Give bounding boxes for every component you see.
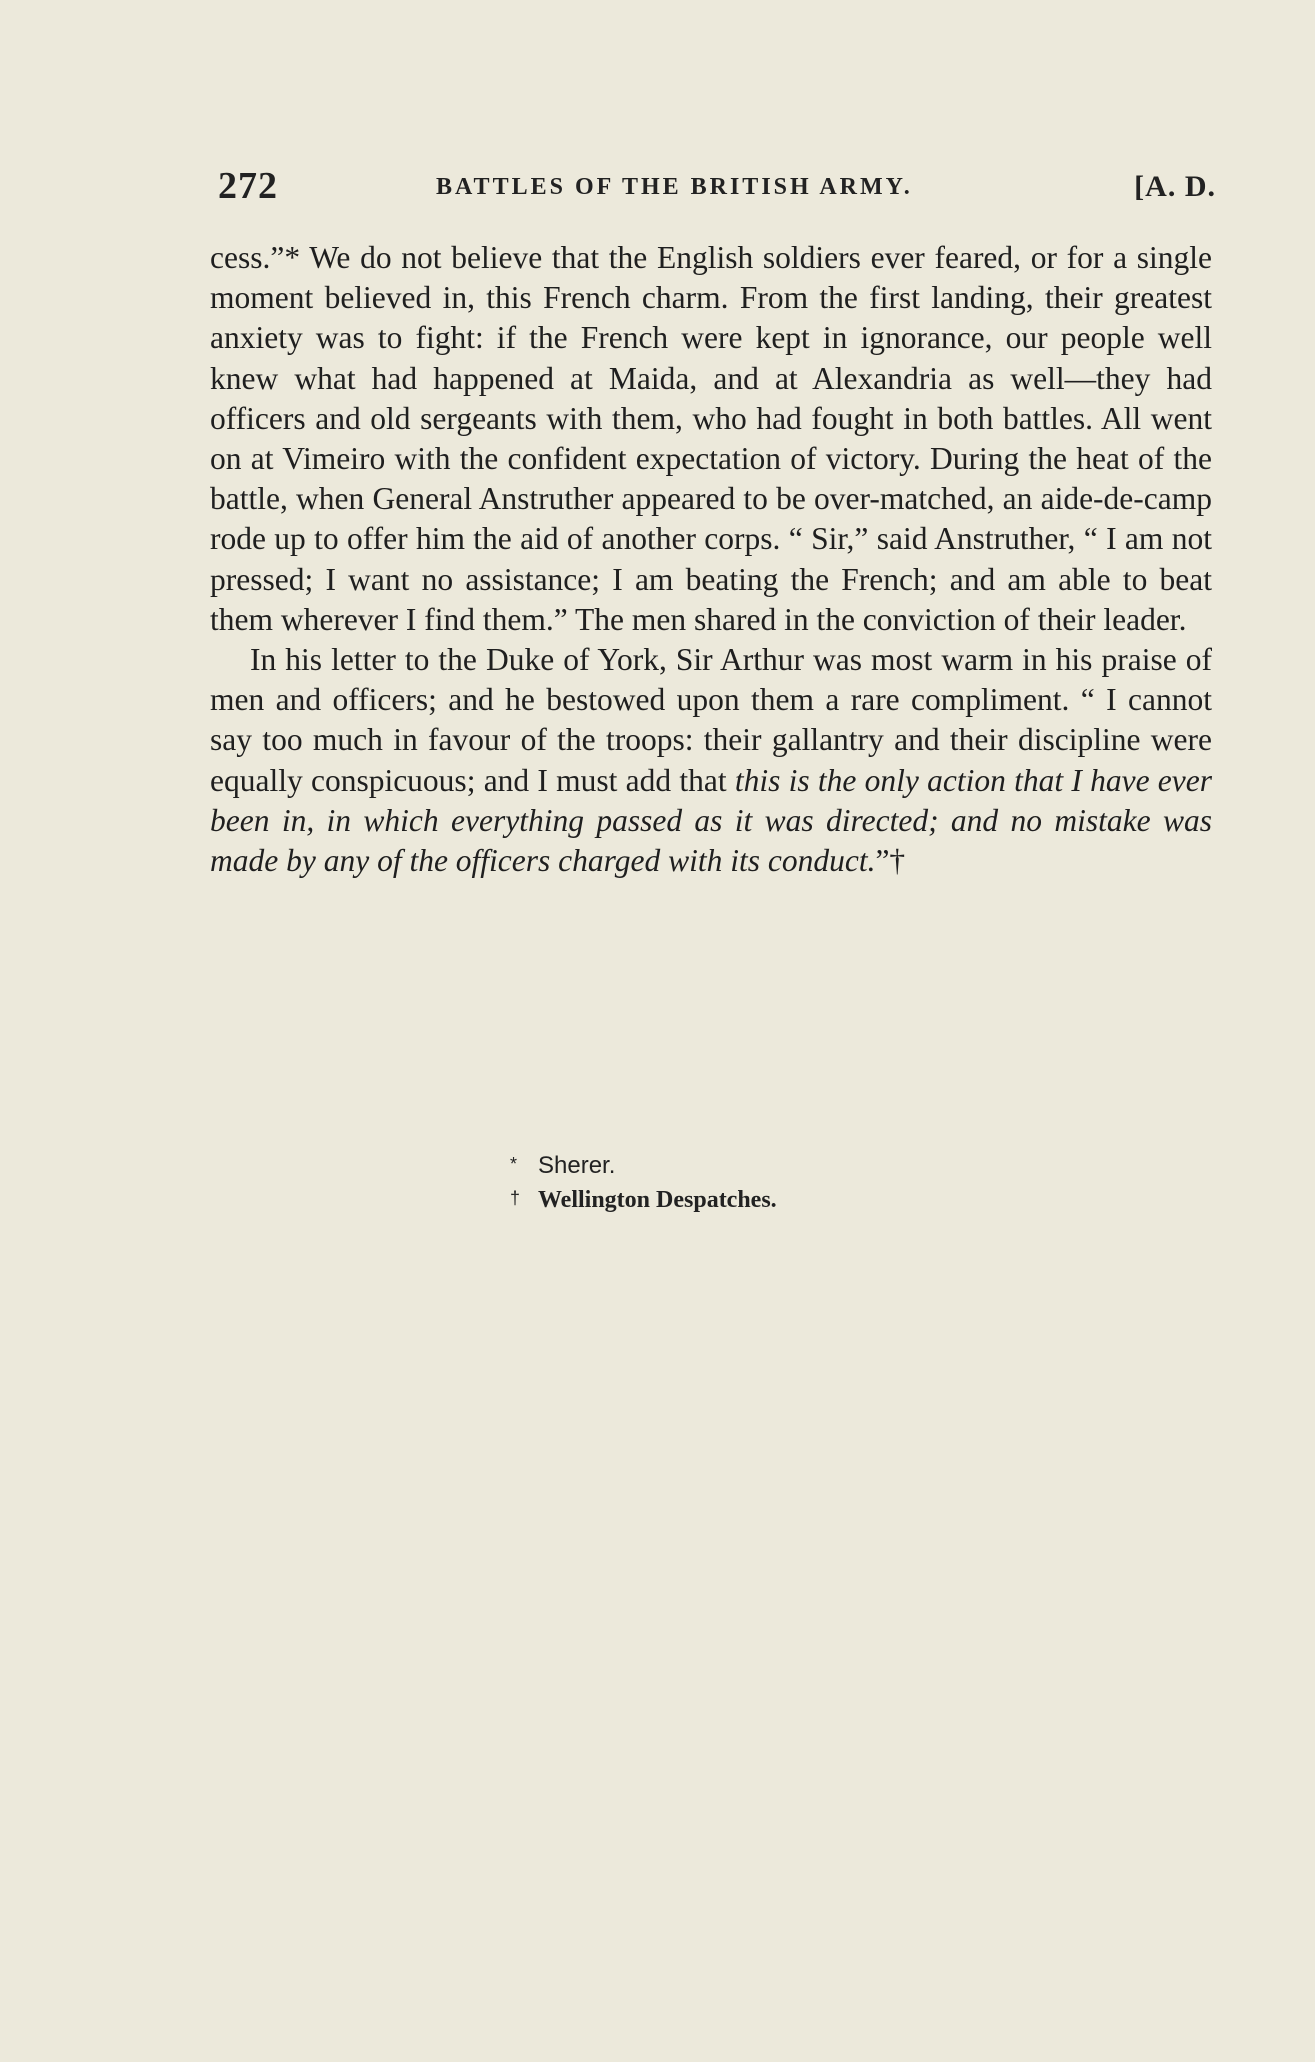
paragraph-2-roman: In his letter to the Duke of York, Sir Arthur was most warm in his praise of men and officers; and he bestowed upon them a rare compliment. “ I cannot say too much in favour of the troops: their gallantry and their discipline were equally conspicuous; and I must add that xyxy=(210,642,1212,798)
paragraph-1: cess.”* We do not believe that the English soldiers ever feared, or for a single moment believed in, this French charm. From the first landing, their greatest anxiety was to fight: if the French were kept in ignorance, our people well knew what had happened at Maida, and at Alexandria as well—they had officers and old sergeants with them, who had fought in both battles. All went on at Vimeiro with the confident expectation of victory. During the heat of the battle, when General Anstruther appeared to be over-matched, an aide-de-camp rode up to offer him the aid of another corps. “ Sir,” said Anstruther, “ I am not pressed; I want no assistance; I am beating the French; and am able to beat them wherever I find them.” The men shared in the conviction of their leader. xyxy=(210,240,1212,637)
footnote-2-mark: † xyxy=(510,1188,521,1208)
era-mark: [A. D. xyxy=(1134,170,1216,203)
paragraph-2-italic-quote: this is the only action that I have ever been in, in which everything passed as it was directed; and no mistake was made by any of the officers charged with its conduct. xyxy=(210,762,1212,879)
footnotes xyxy=(510,1148,777,1216)
footnote-1-text: Sherer. xyxy=(538,1152,616,1179)
page-header xyxy=(218,164,1216,214)
running-title: BATTLES OF THE BRITISH ARMY. xyxy=(436,174,913,200)
paragraph-2 xyxy=(210,640,1212,881)
page-number: 272 xyxy=(218,165,278,207)
footnote-1 xyxy=(510,1148,777,1182)
paragraph-2-closing: ”† xyxy=(875,843,906,879)
body-text xyxy=(210,238,1212,881)
footnote-1-mark: * xyxy=(510,1154,518,1174)
footnote-2-text: Wellington Despatches. xyxy=(538,1187,777,1213)
footnote-2 xyxy=(510,1182,777,1216)
